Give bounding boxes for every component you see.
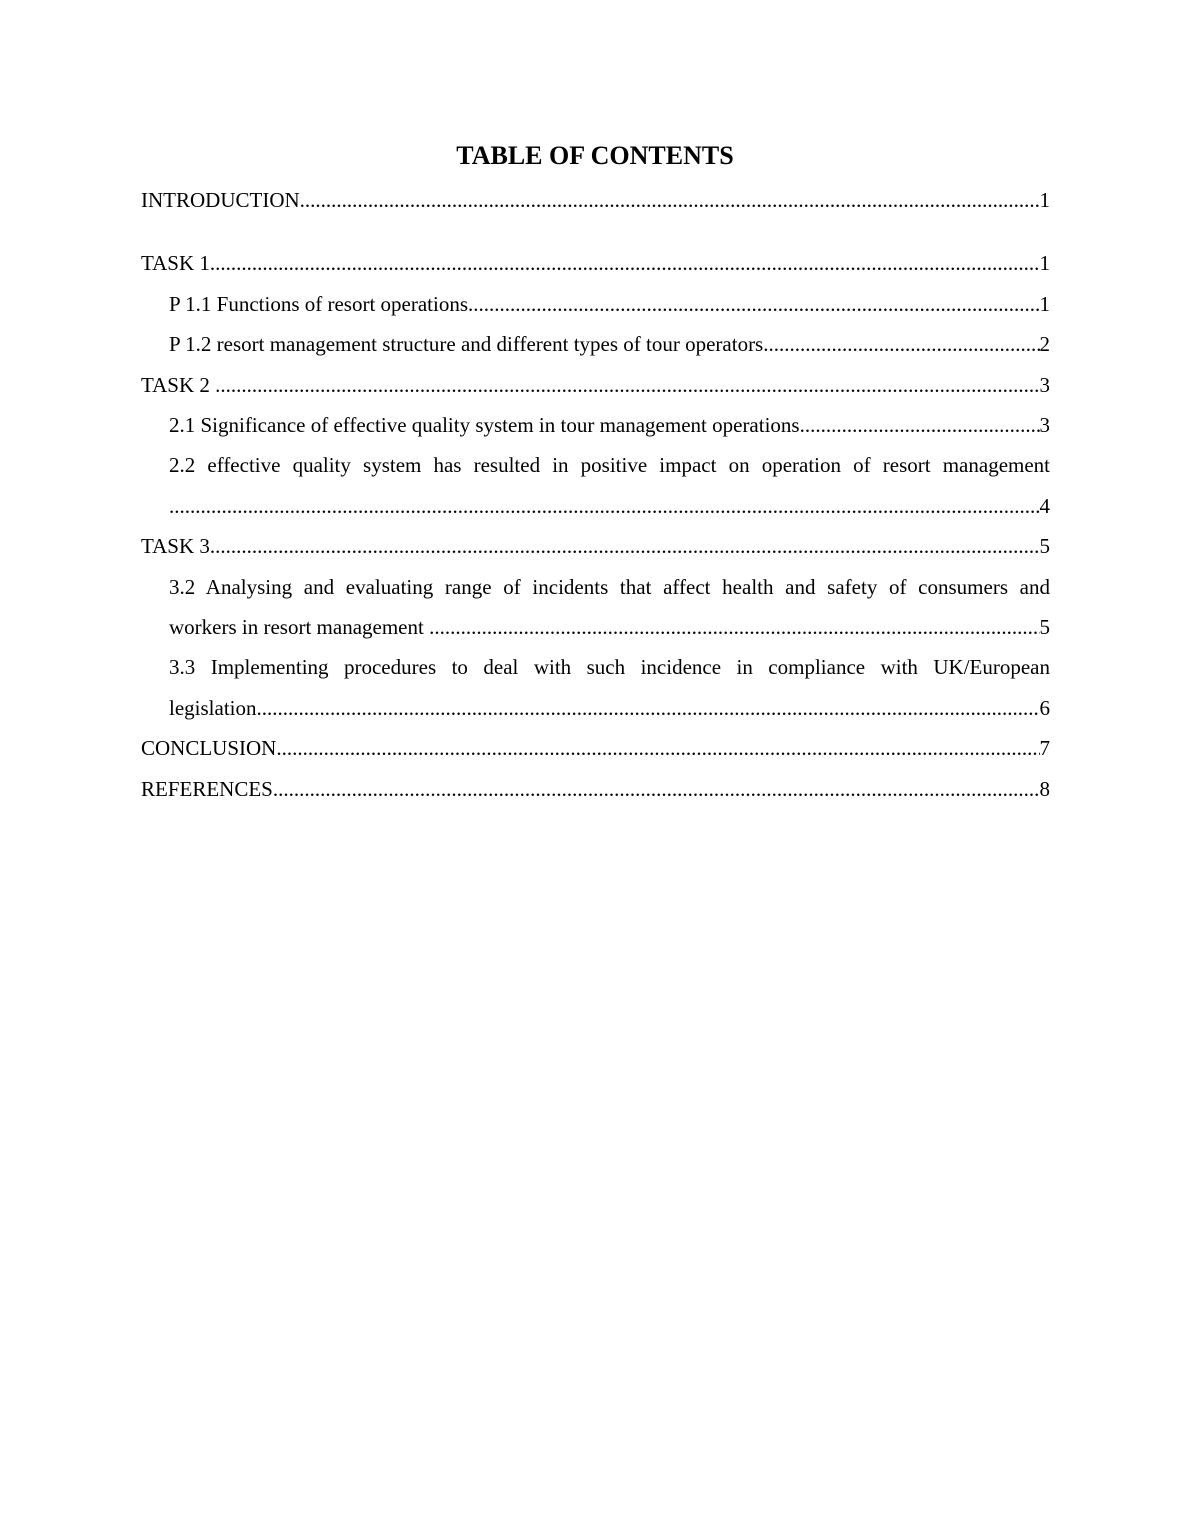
toc-entry-references[interactable] bbox=[141, 769, 1050, 809]
dot-leader bbox=[300, 180, 1040, 220]
toc-entry-label-line1: 3.2 Analysing and evaluating range of incidents that affect health and safety of consumers and bbox=[169, 574, 1050, 599]
toc-entry-task-3[interactable] bbox=[141, 526, 1050, 566]
dot-leader bbox=[468, 284, 1039, 324]
table-of-contents bbox=[141, 180, 1050, 809]
dot-leader bbox=[429, 607, 1039, 647]
toc-entry-label: P 1.1 Functions of resort operations bbox=[169, 291, 469, 316]
toc-page-number: 7 bbox=[1039, 736, 1050, 761]
toc-entry-3-3[interactable] bbox=[169, 647, 1050, 728]
toc-entry-line2 bbox=[169, 688, 1050, 728]
dot-leader bbox=[210, 526, 1040, 566]
toc-entry-label: TASK 1 bbox=[141, 251, 210, 276]
toc-page-number: 5 bbox=[1039, 614, 1050, 639]
toc-entry-p1-2[interactable] bbox=[169, 324, 1050, 364]
toc-entry-3-2[interactable] bbox=[169, 567, 1050, 648]
toc-entry-label: CONCLUSION bbox=[141, 736, 277, 761]
toc-entry-task-1[interactable] bbox=[141, 243, 1050, 283]
toc-page-number: 1 bbox=[1039, 188, 1050, 212]
toc-entry-label: 2.1 Significance of effective quality system in tour management operations bbox=[169, 412, 800, 437]
toc-entry-label: INTRODUCTION bbox=[141, 188, 300, 212]
toc-entry-2-1[interactable] bbox=[169, 405, 1050, 445]
toc-page-number: 6 bbox=[1039, 695, 1050, 720]
toc-entry-label: REFERENCES bbox=[141, 776, 273, 801]
toc-entry-line2 bbox=[169, 486, 1050, 526]
dot-leader bbox=[169, 486, 1040, 526]
toc-entry-label-line1: 3.3 Implementing procedures to deal with such incidence in compliance with UK/European bbox=[169, 655, 1050, 680]
toc-entry-label-line2: legislation bbox=[169, 695, 257, 720]
dot-leader bbox=[763, 324, 1039, 364]
toc-entry-conclusion[interactable] bbox=[141, 728, 1050, 768]
dot-leader bbox=[215, 365, 1039, 405]
toc-page-number: 1 bbox=[1039, 291, 1050, 316]
dot-leader bbox=[273, 769, 1040, 809]
toc-page-number: 3 bbox=[1039, 412, 1050, 437]
toc-title: TABLE OF CONTENTS bbox=[456, 141, 734, 170]
toc-entry-introduction[interactable] bbox=[141, 180, 1050, 220]
dot-leader bbox=[276, 728, 1039, 768]
toc-entry-2-2[interactable] bbox=[169, 445, 1050, 526]
toc-entry-label-line2: workers in resort management bbox=[169, 614, 430, 639]
toc-entry-label: TASK 2 bbox=[141, 372, 216, 397]
toc-entry-label: TASK 3 bbox=[141, 534, 210, 559]
dot-leader bbox=[257, 688, 1040, 728]
toc-entry-label: P 1.2 resort management structure and different types of tour operators bbox=[169, 332, 764, 357]
toc-page-number: 1 bbox=[1039, 251, 1050, 276]
dot-leader bbox=[210, 243, 1040, 283]
toc-entry-p1-1[interactable] bbox=[169, 284, 1050, 324]
toc-page-number: 5 bbox=[1039, 534, 1050, 559]
toc-page-number: 4 bbox=[1039, 493, 1050, 518]
toc-entry-task-2[interactable] bbox=[141, 365, 1050, 405]
toc-entry-line2 bbox=[169, 607, 1050, 647]
dot-leader bbox=[800, 405, 1040, 445]
toc-page-number: 2 bbox=[1039, 332, 1050, 357]
toc-entry-label-line1: 2.2 effective quality system has resulted in positive impact on operation of resort management bbox=[169, 453, 1050, 478]
toc-page-number: 3 bbox=[1039, 372, 1050, 397]
toc-page-number: 8 bbox=[1039, 776, 1050, 801]
